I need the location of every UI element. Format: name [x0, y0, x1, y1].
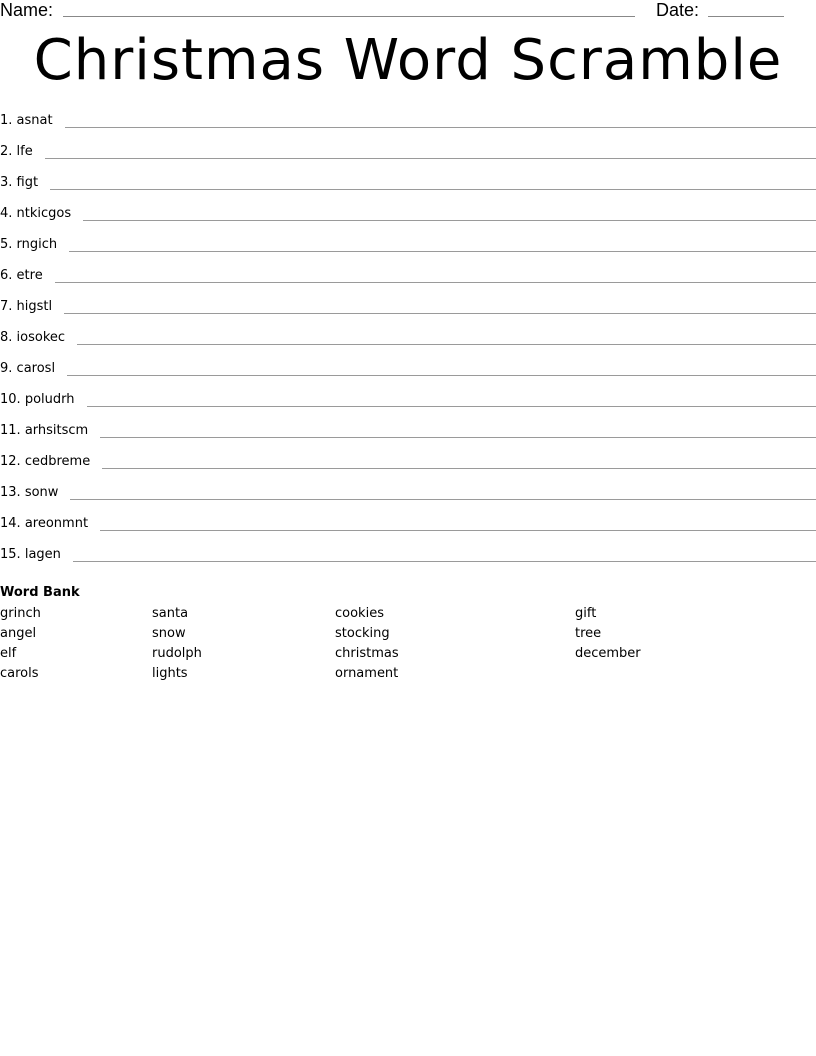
scrambled-word: arhsitscm — [24, 423, 89, 438]
puzzle-row — [0, 204, 816, 235]
answer-line[interactable] — [69, 251, 816, 252]
puzzle-row — [0, 328, 816, 359]
puzzle-number: 6. — [0, 268, 13, 283]
puzzle-row — [0, 421, 816, 452]
answer-line[interactable] — [77, 344, 816, 345]
scrambled-word: etre — [16, 268, 43, 283]
word-bank-column-4 — [575, 604, 641, 664]
puzzle-number: 11. — [0, 423, 21, 438]
date-label: Date: — [656, 0, 700, 20]
answer-line[interactable] — [70, 499, 816, 500]
puzzle-row — [0, 297, 816, 328]
word-bank-item: carols — [0, 666, 39, 681]
answer-line[interactable] — [102, 468, 816, 469]
scrambled-word: areonmnt — [24, 516, 89, 531]
puzzle-row — [0, 173, 816, 204]
word-bank-item: santa — [152, 606, 189, 621]
date-field[interactable] — [708, 16, 784, 17]
answer-line[interactable] — [87, 406, 816, 407]
word-bank-item: cookies — [335, 606, 384, 621]
word-bank-item: gift — [575, 606, 597, 621]
puzzle-row — [0, 545, 816, 576]
scrambled-word: lagen — [24, 547, 61, 562]
scrambled-word: figt — [16, 175, 39, 190]
puzzle-row — [0, 235, 816, 266]
word-bank-item: rudolph — [152, 646, 202, 661]
puzzle-row — [0, 359, 816, 390]
word-bank-item: ornament — [335, 666, 399, 681]
scrambled-word: poludrh — [24, 392, 75, 407]
puzzle-number: 14. — [0, 516, 21, 531]
scrambled-word: ntkicgos — [16, 206, 72, 221]
answer-line[interactable] — [65, 127, 816, 128]
word-bank-item: tree — [575, 626, 602, 641]
worksheet-header — [0, 0, 816, 22]
answer-line[interactable] — [67, 375, 816, 376]
word-bank-item: angel — [0, 626, 37, 641]
scrambled-word: iosokec — [16, 330, 66, 345]
puzzle-row — [0, 452, 816, 483]
answer-line[interactable] — [73, 561, 816, 562]
puzzle-number: 2. — [0, 144, 13, 159]
puzzle-number: 5. — [0, 237, 13, 252]
puzzle-number: 3. — [0, 175, 13, 190]
scrambled-word: rngich — [16, 237, 58, 252]
word-bank-column-3 — [335, 604, 399, 684]
answer-line[interactable] — [45, 158, 816, 159]
word-bank-item: lights — [152, 666, 188, 681]
scrambled-word: carosl — [16, 361, 56, 376]
word-bank-item: elf — [0, 646, 17, 661]
puzzle-row — [0, 390, 816, 421]
puzzle-number: 10. — [0, 392, 21, 407]
puzzle-list — [0, 111, 816, 576]
puzzle-row — [0, 483, 816, 514]
scrambled-word: lfe — [16, 144, 33, 159]
puzzle-row — [0, 142, 816, 173]
scrambled-word: asnat — [16, 113, 53, 128]
puzzle-number: 15. — [0, 547, 21, 562]
word-bank-item: stocking — [335, 626, 390, 641]
puzzle-number: 1. — [0, 113, 13, 128]
word-bank-title: Word Bank — [0, 585, 80, 600]
scrambled-word: higstl — [16, 299, 53, 314]
puzzle-number: 7. — [0, 299, 13, 314]
answer-line[interactable] — [64, 313, 816, 314]
puzzle-row — [0, 111, 816, 142]
name-label: Name: — [0, 0, 54, 20]
word-bank-item: christmas — [335, 646, 399, 661]
puzzle-row — [0, 266, 816, 297]
answer-line[interactable] — [83, 220, 816, 221]
puzzle-row — [0, 514, 816, 545]
word-bank — [0, 584, 816, 681]
scrambled-word: sonw — [24, 485, 59, 500]
puzzle-number: 12. — [0, 454, 21, 469]
puzzle-number: 4. — [0, 206, 13, 221]
word-bank-item: december — [575, 646, 641, 661]
puzzle-number: 13. — [0, 485, 21, 500]
puzzle-number: 8. — [0, 330, 13, 345]
puzzle-number: 9. — [0, 361, 13, 376]
page-title: Christmas Word Scramble — [33, 28, 783, 93]
scrambled-word: cedbreme — [24, 454, 91, 469]
word-bank-column-1 — [0, 604, 41, 684]
answer-line[interactable] — [55, 282, 816, 283]
answer-line[interactable] — [50, 189, 816, 190]
answer-line[interactable] — [100, 530, 816, 531]
word-bank-item: grinch — [0, 606, 41, 621]
word-bank-item: snow — [152, 626, 186, 641]
answer-line[interactable] — [100, 437, 816, 438]
name-field[interactable] — [63, 16, 635, 17]
word-bank-column-2 — [152, 604, 202, 684]
